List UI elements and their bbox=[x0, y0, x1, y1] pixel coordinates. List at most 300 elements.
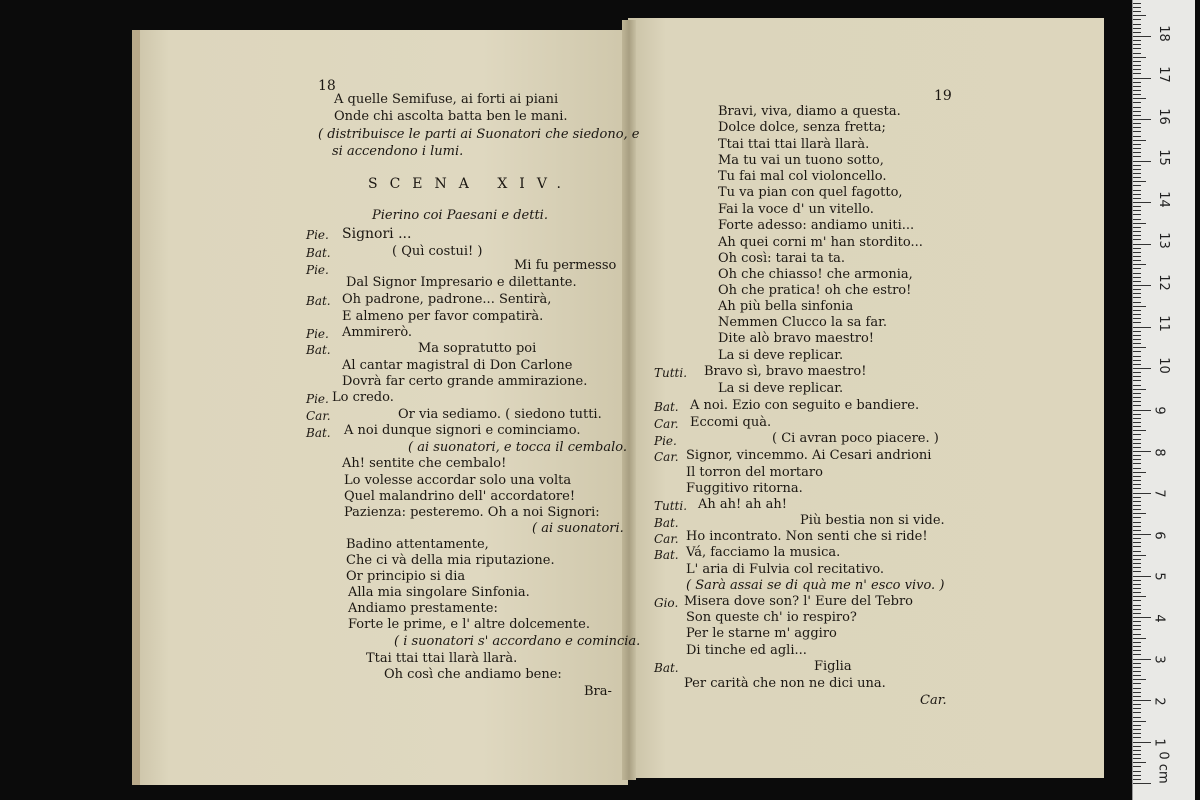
ruler-tick bbox=[1133, 289, 1141, 290]
ruler-tick bbox=[1133, 646, 1141, 647]
text-line: Figlia bbox=[814, 659, 852, 674]
ruler-tick bbox=[1133, 758, 1141, 759]
speaker-label: Pie. bbox=[306, 263, 329, 277]
ruler-tick bbox=[1133, 766, 1141, 767]
text-line: Forte le prime, e l' altre dolcemente. bbox=[348, 617, 590, 632]
ruler-tick bbox=[1133, 198, 1141, 199]
ruler-tick bbox=[1133, 73, 1141, 74]
ruler-tick bbox=[1133, 119, 1151, 120]
ruler-tick bbox=[1133, 19, 1141, 20]
text-line: Che ci và della mia riputazione. bbox=[346, 553, 555, 568]
speaker-label: Car. bbox=[654, 532, 679, 546]
ruler-tick bbox=[1133, 675, 1141, 676]
ruler-label: 15 bbox=[1155, 149, 1171, 166]
ruler-tick bbox=[1133, 127, 1141, 128]
ruler-tick bbox=[1133, 281, 1141, 282]
ruler-tick bbox=[1133, 497, 1141, 498]
text-line: ( Ci avran poco piacere. ) bbox=[772, 431, 939, 446]
ruler-tick bbox=[1133, 57, 1146, 58]
ruler-tick bbox=[1133, 493, 1151, 494]
ruler-label: 7 bbox=[1151, 489, 1167, 498]
page-number-right: 19 bbox=[934, 88, 952, 104]
speaker-label: Car. bbox=[654, 417, 679, 431]
ruler-tick bbox=[1133, 555, 1146, 556]
ruler-tick bbox=[1133, 484, 1141, 485]
text-line: Ammirerò. bbox=[342, 325, 413, 340]
character-list: Pierino coi Paesani e detti. bbox=[372, 208, 548, 223]
ruler-tick bbox=[1133, 696, 1141, 697]
measuring-ruler bbox=[1132, 0, 1195, 800]
ruler-tick bbox=[1133, 306, 1146, 307]
ruler-tick bbox=[1133, 754, 1141, 755]
text-line: Oh così che andiamo bene: bbox=[384, 667, 562, 682]
text-line: A quelle Semifuse, ai forti ai piani bbox=[334, 92, 559, 107]
text-line: Forte adesso: andiamo uniti... bbox=[718, 218, 915, 233]
ruler-tick bbox=[1133, 426, 1141, 427]
text-line: Mi fu permesso bbox=[514, 258, 617, 273]
ruler-label: 1 bbox=[1151, 738, 1167, 747]
ruler-tick bbox=[1133, 451, 1151, 452]
ruler-tick bbox=[1133, 53, 1141, 54]
ruler-tick bbox=[1133, 231, 1141, 232]
ruler-tick bbox=[1133, 725, 1141, 726]
ruler-tick bbox=[1133, 737, 1141, 738]
text-line: Bravi, viva, diamo a questa. bbox=[718, 104, 901, 119]
ruler-tick bbox=[1133, 546, 1141, 547]
ruler-label: 4 bbox=[1151, 614, 1167, 623]
ruler-tick bbox=[1133, 343, 1141, 344]
ruler-tick bbox=[1133, 28, 1141, 29]
ruler-tick bbox=[1133, 339, 1141, 340]
ruler-label: 12 bbox=[1155, 274, 1171, 291]
ruler-tick bbox=[1133, 775, 1141, 776]
ruler-label: 14 bbox=[1155, 191, 1171, 208]
ruler-tick bbox=[1133, 107, 1141, 108]
ruler-tick bbox=[1133, 65, 1141, 66]
ruler-tick bbox=[1133, 538, 1141, 539]
text-line: Misera dove son? l' Eure del Tebro bbox=[684, 594, 914, 609]
ruler-tick bbox=[1133, 360, 1141, 361]
text-line: Tu fai mal col violoncello. bbox=[718, 169, 887, 184]
catchword: Bra- bbox=[584, 684, 612, 699]
text-line: Lo volesse accordar solo una volta bbox=[344, 473, 572, 488]
ruler-tick bbox=[1133, 202, 1151, 203]
ruler-tick bbox=[1133, 322, 1141, 323]
text-line: Vá, facciamo la musica. bbox=[686, 545, 841, 560]
ruler-label: 5 bbox=[1151, 572, 1167, 581]
speaker-label: Pie. bbox=[654, 434, 677, 448]
speaker-label: Pie. bbox=[306, 392, 329, 406]
ruler-tick bbox=[1133, 526, 1141, 527]
ruler-tick bbox=[1133, 235, 1141, 236]
ruler-label: 3 bbox=[1151, 655, 1167, 664]
ruler-tick bbox=[1133, 683, 1141, 684]
text-line: Il torron del mortaro bbox=[686, 465, 823, 480]
ruler-tick bbox=[1133, 144, 1141, 145]
speaker-label: Bat. bbox=[306, 246, 331, 260]
ruler-tick bbox=[1133, 621, 1141, 622]
ruler-tick bbox=[1133, 260, 1141, 261]
text-line: Dite alò bravo maestro! bbox=[718, 331, 875, 346]
ruler-label: 9 bbox=[1151, 406, 1167, 415]
text-line: Ho incontrato. Non senti che si ride! bbox=[686, 529, 928, 544]
text-line: E almeno per favor compatirà. bbox=[342, 309, 544, 324]
ruler-label: 18 bbox=[1155, 25, 1171, 42]
text-line: Per le starne m' aggiro bbox=[686, 626, 837, 641]
ruler-tick bbox=[1133, 679, 1146, 680]
speaker-label: Bat. bbox=[654, 400, 679, 414]
ruler-tick bbox=[1133, 729, 1141, 730]
text-line: Badino attentamente, bbox=[346, 537, 489, 552]
ruler-tick bbox=[1133, 314, 1141, 315]
ruler-tick bbox=[1133, 501, 1141, 502]
speaker-label: Bat. bbox=[306, 343, 331, 357]
ruler-tick bbox=[1133, 351, 1141, 352]
text-line: Oh che pratica! oh che estro! bbox=[718, 283, 912, 298]
catchword: Car. bbox=[920, 693, 947, 708]
ruler-tick bbox=[1133, 86, 1141, 87]
text-line: Fai la voce d' un vitello. bbox=[718, 202, 874, 217]
ruler-tick bbox=[1133, 223, 1146, 224]
ruler-tick bbox=[1133, 69, 1141, 70]
ruler-tick bbox=[1133, 219, 1141, 220]
stage-direction: ( ai suonatori. bbox=[532, 521, 624, 536]
speaker-label: Bat. bbox=[654, 661, 679, 675]
ruler-tick bbox=[1133, 239, 1141, 240]
text-line: Oh padrone, padrone... Sentirà, bbox=[342, 292, 552, 307]
text-line: Ttai ttai ttai llarà llarà. bbox=[718, 137, 870, 152]
ruler-tick bbox=[1133, 401, 1141, 402]
stage-direction: ( Sarà assai se di quà me n' esco vivo. ) bbox=[686, 578, 945, 593]
ruler-tick bbox=[1133, 509, 1141, 510]
ruler-label: 0 cm bbox=[1155, 751, 1171, 784]
ruler-tick bbox=[1133, 194, 1141, 195]
ruler-tick bbox=[1133, 368, 1151, 369]
scene-heading: SCENA XIV. bbox=[368, 176, 573, 192]
ruler-tick bbox=[1133, 580, 1141, 581]
speaker-label: Tutti. bbox=[654, 366, 688, 380]
ruler-tick bbox=[1133, 156, 1141, 157]
ruler-tick bbox=[1133, 439, 1141, 440]
text-line: Ah più bella sinfonia bbox=[718, 299, 854, 314]
ruler-tick bbox=[1133, 36, 1151, 37]
ruler-tick bbox=[1133, 430, 1146, 431]
ruler-tick bbox=[1133, 476, 1141, 477]
text-line: Al cantar magistral di Don Carlone bbox=[342, 358, 573, 373]
ruler-tick bbox=[1133, 576, 1151, 577]
text-line: La si deve replicar. bbox=[718, 381, 844, 396]
ruler-tick bbox=[1133, 455, 1141, 456]
ruler-tick bbox=[1133, 372, 1141, 373]
ruler-tick bbox=[1133, 771, 1141, 772]
text-line: Lo credo. bbox=[332, 390, 394, 405]
ruler-tick bbox=[1133, 264, 1146, 265]
ruler-tick bbox=[1133, 592, 1141, 593]
speaker-label: Pie. bbox=[306, 327, 329, 341]
ruler-tick bbox=[1133, 61, 1141, 62]
stage-direction: ( i suonatori s' accordano e comincia. bbox=[394, 634, 641, 649]
ruler-tick bbox=[1133, 563, 1141, 564]
text-line: Dovrà far certo grande ammirazione. bbox=[342, 374, 588, 389]
ruler-tick bbox=[1133, 447, 1141, 448]
ruler-tick bbox=[1133, 173, 1141, 174]
text-line: Tu va pian con quel fagotto, bbox=[718, 185, 903, 200]
speaker-label: Car. bbox=[654, 450, 679, 464]
text-line: Signor, vincemmo. Ai Cesari andrioni bbox=[686, 448, 932, 463]
text-line: Più bestia non si vide. bbox=[800, 513, 945, 528]
ruler-tick bbox=[1133, 293, 1141, 294]
ruler-tick bbox=[1133, 397, 1141, 398]
ruler-tick bbox=[1133, 659, 1151, 660]
ruler-tick bbox=[1133, 385, 1141, 386]
ruler-tick bbox=[1133, 376, 1141, 377]
stage-direction: ( ai suonatori, e tocca il cembalo. bbox=[408, 440, 627, 455]
speaker-label: Pie. bbox=[306, 228, 329, 242]
ruler-tick bbox=[1133, 567, 1141, 568]
ruler-tick bbox=[1133, 688, 1141, 689]
ruler-tick bbox=[1133, 177, 1141, 178]
text-line: Per carità che non ne dici una. bbox=[684, 676, 886, 691]
text-line: Fuggitivo ritorna. bbox=[686, 481, 803, 496]
ruler-tick bbox=[1133, 534, 1151, 535]
ruler-tick bbox=[1133, 297, 1141, 298]
ruler-tick bbox=[1133, 522, 1141, 523]
text-line: La si deve replicar. bbox=[718, 348, 844, 363]
ruler-tick bbox=[1133, 650, 1141, 651]
ruler-tick bbox=[1133, 405, 1141, 406]
ruler-tick bbox=[1133, 78, 1151, 79]
ruler-label: 8 bbox=[1151, 448, 1167, 457]
ruler-tick bbox=[1133, 32, 1141, 33]
ruler-tick bbox=[1133, 347, 1146, 348]
ruler-tick bbox=[1133, 44, 1141, 45]
ruler-tick bbox=[1133, 11, 1141, 12]
ruler-label: 10 bbox=[1155, 357, 1171, 374]
ruler-tick bbox=[1133, 169, 1141, 170]
ruler-tick bbox=[1133, 642, 1141, 643]
ruler-label: 13 bbox=[1155, 232, 1171, 249]
ruler-tick bbox=[1133, 185, 1141, 186]
ruler-tick bbox=[1133, 393, 1141, 394]
ruler-tick bbox=[1133, 542, 1141, 543]
ruler-tick bbox=[1133, 40, 1141, 41]
text-line: Pazienza: pesteremo. Oh a noi Signori: bbox=[344, 505, 600, 520]
ruler-tick bbox=[1133, 721, 1146, 722]
ruler-tick bbox=[1133, 227, 1141, 228]
ruler-tick bbox=[1133, 148, 1141, 149]
ruler-tick bbox=[1133, 459, 1141, 460]
ruler-tick bbox=[1133, 356, 1141, 357]
text-line: Onde chi ascolta batta ben le mani. bbox=[334, 109, 568, 124]
text-line: Or principio si dia bbox=[346, 569, 466, 584]
speaker-label: Car. bbox=[306, 409, 331, 423]
text-line: Ma tu vai un tuono sotto, bbox=[718, 153, 884, 168]
ruler-tick bbox=[1133, 733, 1141, 734]
ruler-tick bbox=[1133, 389, 1146, 390]
ruler-tick bbox=[1133, 762, 1146, 763]
speaker-label: Bat. bbox=[654, 548, 679, 562]
ruler-tick bbox=[1133, 48, 1141, 49]
ruler-label: 16 bbox=[1155, 108, 1171, 125]
speaker-label: Bat. bbox=[654, 516, 679, 530]
ruler-tick bbox=[1133, 671, 1141, 672]
ruler-tick bbox=[1133, 663, 1141, 664]
ruler-tick bbox=[1133, 94, 1141, 95]
ruler-tick bbox=[1133, 24, 1141, 25]
ruler-tick bbox=[1133, 617, 1151, 618]
ruler-tick bbox=[1133, 302, 1141, 303]
ruler-tick bbox=[1133, 667, 1141, 668]
ruler-tick bbox=[1133, 422, 1141, 423]
text-line: Ah! sentite che cembalo! bbox=[342, 456, 507, 471]
ruler-tick bbox=[1133, 165, 1141, 166]
speaker-label: Tutti. bbox=[654, 499, 688, 513]
ruler-tick bbox=[1133, 410, 1151, 411]
ruler-tick bbox=[1133, 331, 1141, 332]
ruler-tick bbox=[1133, 277, 1141, 278]
ruler-tick bbox=[1133, 692, 1141, 693]
ruler-tick bbox=[1133, 115, 1141, 116]
text-line: Ah quei corni m' han stordito... bbox=[718, 235, 923, 250]
ruler-tick bbox=[1133, 7, 1141, 8]
text-line: Eccomi quà. bbox=[690, 415, 772, 430]
ruler-tick bbox=[1133, 605, 1141, 606]
ruler-tick bbox=[1133, 480, 1141, 481]
ruler-tick bbox=[1133, 750, 1141, 751]
ruler-tick bbox=[1133, 273, 1141, 274]
ruler-tick bbox=[1133, 327, 1151, 328]
page-number-left: 18 bbox=[318, 78, 336, 94]
ruler-tick bbox=[1133, 551, 1141, 552]
text-line: Alla mia singolare Sinfonia. bbox=[348, 585, 530, 600]
ruler-tick bbox=[1133, 629, 1141, 630]
ruler-tick bbox=[1133, 161, 1151, 162]
ruler-tick bbox=[1133, 700, 1151, 701]
ruler-tick bbox=[1133, 364, 1141, 365]
ruler-tick bbox=[1133, 609, 1141, 610]
ruler-tick bbox=[1133, 588, 1141, 589]
ruler-tick bbox=[1133, 712, 1141, 713]
ruler-tick bbox=[1133, 443, 1141, 444]
ruler-tick bbox=[1133, 214, 1141, 215]
ruler-tick bbox=[1133, 517, 1141, 518]
ruler-tick bbox=[1133, 268, 1141, 269]
text-line: Nemmen Clucco la sa far. bbox=[718, 315, 887, 330]
ruler-tick bbox=[1133, 181, 1146, 182]
ruler-tick bbox=[1133, 335, 1141, 336]
ruler-label: 6 bbox=[1151, 531, 1167, 540]
ruler-tick bbox=[1133, 256, 1141, 257]
ruler-tick bbox=[1133, 513, 1146, 514]
ruler-tick bbox=[1133, 468, 1141, 469]
ruler-tick bbox=[1133, 380, 1141, 381]
ruler-tick bbox=[1133, 3, 1141, 4]
text-line: L' aria di Fulvia col recitativo. bbox=[686, 562, 885, 577]
ruler-tick bbox=[1133, 625, 1141, 626]
ruler-tick bbox=[1133, 111, 1141, 112]
ruler-tick bbox=[1133, 708, 1141, 709]
text-line: Di tinche ed agli... bbox=[686, 643, 807, 658]
text-line: Dolce dolce, senza fretta; bbox=[718, 120, 886, 135]
ruler-tick bbox=[1133, 244, 1151, 245]
text-line: Son queste ch' io respiro? bbox=[686, 610, 857, 625]
ruler-tick bbox=[1133, 613, 1141, 614]
ruler-tick bbox=[1133, 584, 1141, 585]
text-line: Ah ah! ah ah! bbox=[698, 497, 787, 512]
ruler-tick bbox=[1133, 210, 1141, 211]
ruler-tick bbox=[1133, 488, 1141, 489]
ruler-tick bbox=[1133, 123, 1141, 124]
speaker-label: Bat. bbox=[306, 426, 331, 440]
ruler-tick bbox=[1133, 783, 1151, 784]
ruler-tick bbox=[1133, 717, 1141, 718]
ruler-tick bbox=[1133, 418, 1141, 419]
ruler-tick bbox=[1133, 596, 1146, 597]
text-line: Ttai ttai ttai llarà llarà. bbox=[366, 651, 518, 666]
ruler-tick bbox=[1133, 310, 1141, 311]
ruler-tick bbox=[1133, 704, 1141, 705]
ruler-tick bbox=[1133, 742, 1151, 743]
ruler-tick bbox=[1133, 82, 1141, 83]
ruler-tick bbox=[1133, 248, 1141, 249]
ruler-tick bbox=[1133, 779, 1141, 780]
speaker-label: Gio. bbox=[654, 596, 679, 610]
text-line: Andiamo prestamente: bbox=[348, 601, 498, 616]
speaker-label: Bat. bbox=[306, 294, 331, 308]
ruler-tick bbox=[1133, 90, 1141, 91]
text-line: Bravo sì, bravo maestro! bbox=[704, 364, 867, 379]
ruler-tick bbox=[1133, 285, 1151, 286]
ruler-tick bbox=[1133, 634, 1141, 635]
ruler-tick bbox=[1133, 190, 1141, 191]
ruler-tick bbox=[1133, 252, 1141, 253]
ruler-tick bbox=[1133, 505, 1141, 506]
ruler-tick bbox=[1133, 152, 1141, 153]
ruler-tick bbox=[1133, 746, 1141, 747]
ruler-tick bbox=[1133, 654, 1141, 655]
text-line: Dal Signor Impresario e dilettante. bbox=[346, 275, 577, 290]
ruler-label: 2 bbox=[1151, 697, 1167, 706]
ruler-tick bbox=[1133, 136, 1141, 137]
ruler-tick bbox=[1133, 140, 1146, 141]
ruler-tick bbox=[1133, 131, 1141, 132]
ruler-tick bbox=[1133, 206, 1141, 207]
stage-direction: ( distribuisce le parti ai Suonatori che siedono, e bbox=[318, 127, 640, 142]
ruler-tick bbox=[1133, 638, 1146, 639]
ruler-tick bbox=[1133, 463, 1141, 464]
ruler-tick bbox=[1133, 559, 1141, 560]
ruler-tick bbox=[1133, 600, 1141, 601]
text-line: ( Quì costui! ) bbox=[392, 244, 483, 259]
ruler-tick bbox=[1133, 98, 1146, 99]
stage-direction: si accendono i lumi. bbox=[332, 144, 464, 159]
ruler-tick bbox=[1133, 318, 1141, 319]
ruler-tick bbox=[1133, 102, 1141, 103]
text-line: Signori ... bbox=[342, 226, 412, 242]
ruler-tick bbox=[1133, 434, 1141, 435]
text-line: Oh così: tarai ta ta. bbox=[718, 251, 846, 266]
text-line: Quel malandrino dell' accordatore! bbox=[344, 489, 576, 504]
ruler-label: 11 bbox=[1155, 315, 1171, 332]
ruler-tick bbox=[1133, 15, 1146, 16]
text-line: Or via sediamo. ( siedono tutti. bbox=[398, 407, 602, 422]
ruler-tick bbox=[1133, 571, 1141, 572]
ruler-tick bbox=[1133, 414, 1141, 415]
ruler-tick bbox=[1133, 530, 1141, 531]
text-line: A noi. Ezio con seguito e bandiere. bbox=[690, 398, 920, 413]
text-line: Oh che chiasso! che armonia, bbox=[718, 267, 913, 282]
ruler-tick bbox=[1133, 472, 1146, 473]
